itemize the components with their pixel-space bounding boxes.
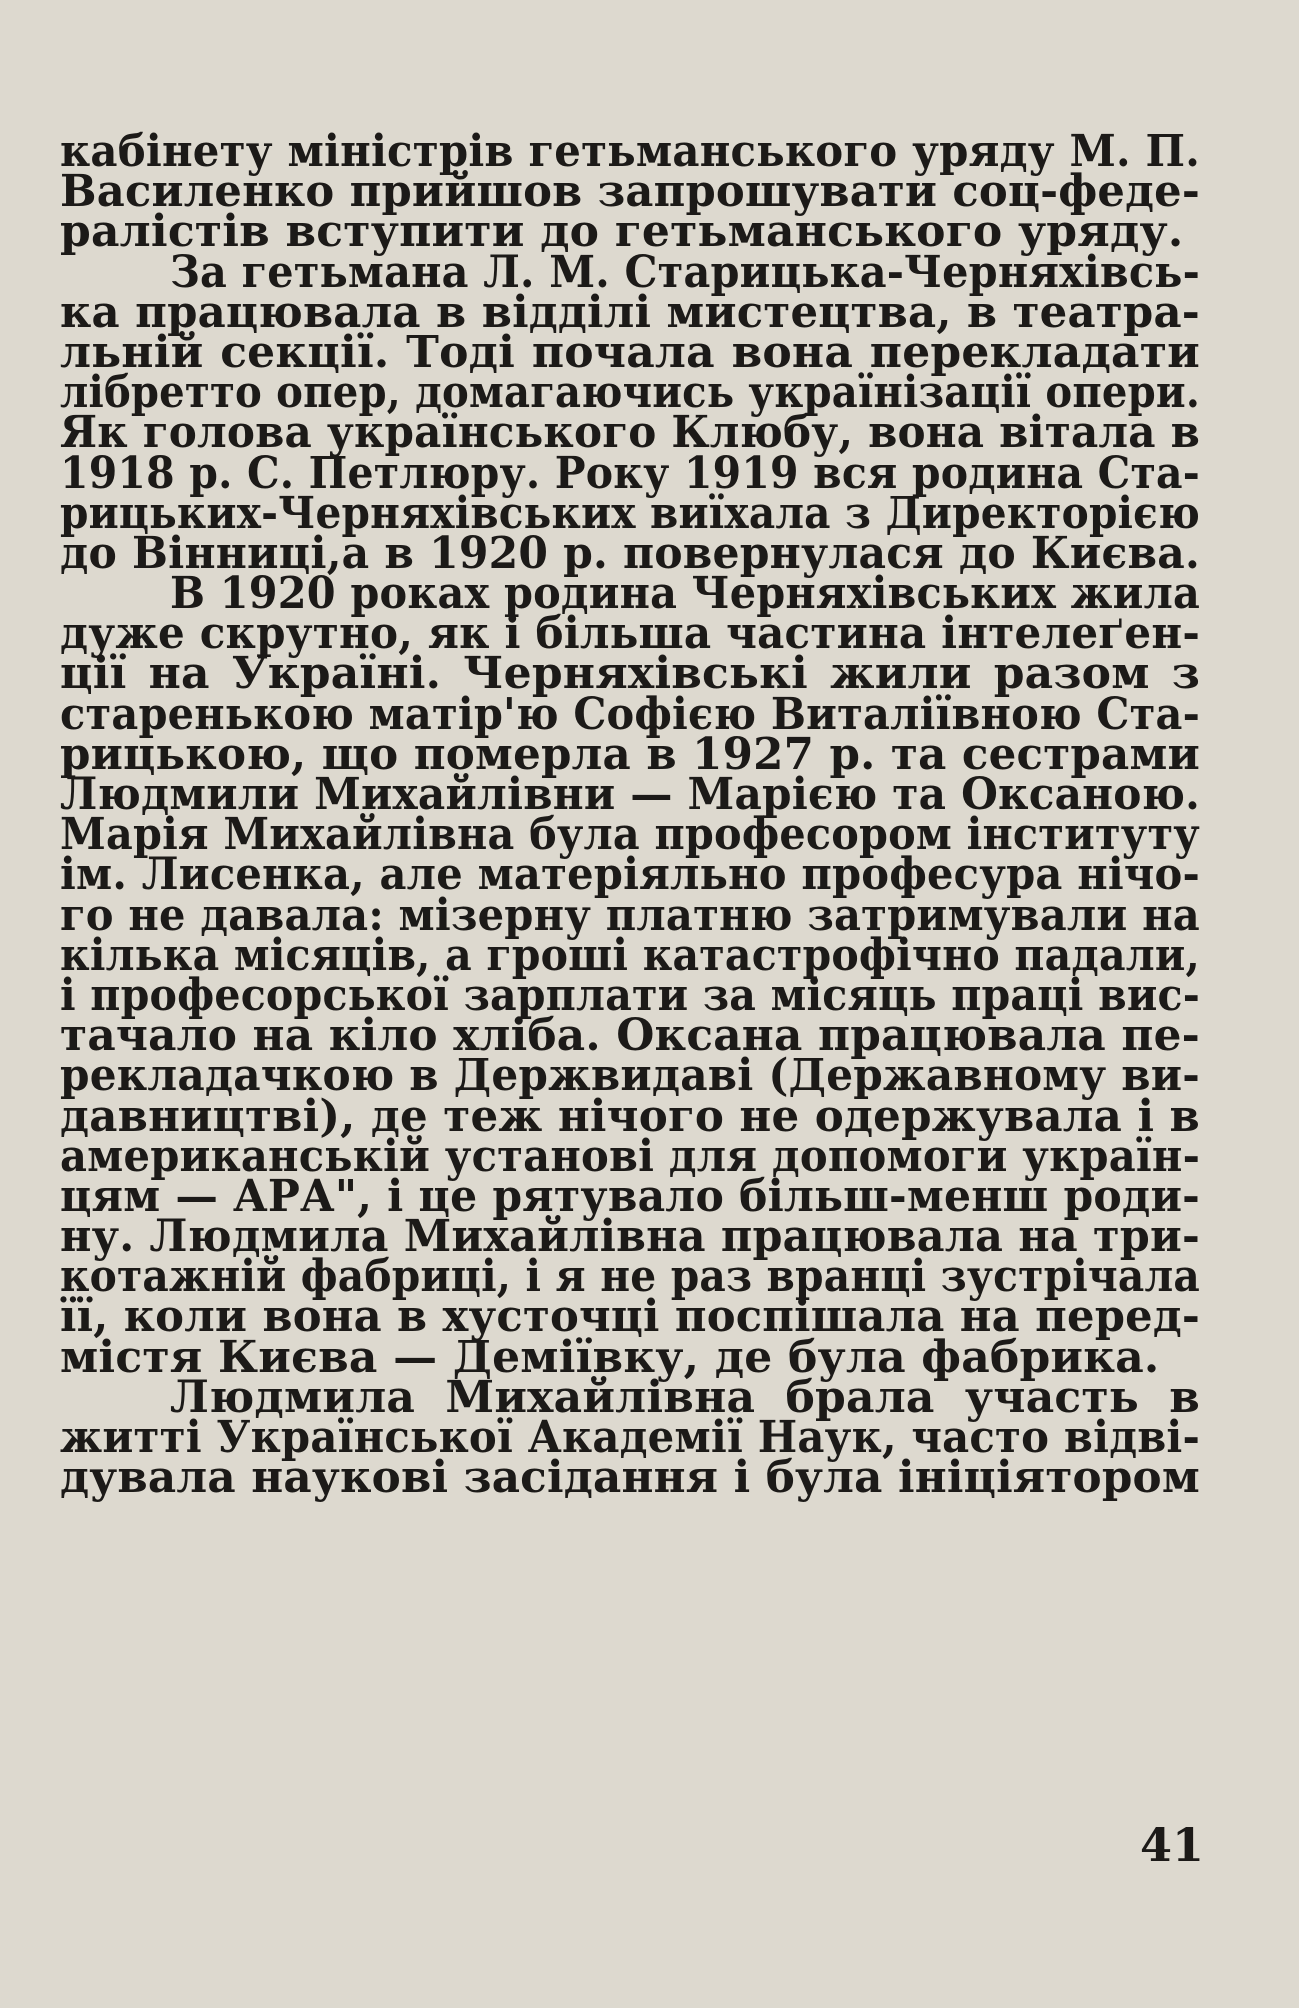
text-line: 1918 р. С. Петлюру. Року 1919 вся родина Ста- xyxy=(60,447,1200,499)
page-number: 41 xyxy=(1139,1818,1204,1872)
text-line: містя Києва — Деміївку, де була фабрика. xyxy=(60,1331,1160,1383)
text-line: рекладачкою в Держвидаві (Державному ви- xyxy=(60,1050,1200,1102)
text-line: старенькою матір'ю Софією Виталіївною Ста- xyxy=(60,688,1200,740)
text-line: кілька місяців, а гроші катастрофічно падали, xyxy=(60,929,1200,981)
text-line: Людмили Михайлівни — Марією та Оксаною. xyxy=(60,769,1201,820)
text-line: американській установі для допомоги україн- xyxy=(60,1130,1201,1182)
text-line: і професорської зарплати за місяць праці вис- xyxy=(60,969,1201,1021)
text-line: рицьких-Черняхівських виїхала з Директорією xyxy=(60,487,1200,539)
text-line: лібретто опер, домагаючись українізації опери. xyxy=(60,367,1201,419)
text-line: кабінету міністрів гетьманського уряду М. П. xyxy=(60,126,1201,177)
text-line: ралістів вступити до гетьманського уряду. xyxy=(60,206,1184,258)
text-line: Людмила Михайлівна брала участь в xyxy=(170,1371,1200,1423)
text-line: В 1920 роках родина Черняхівських жила xyxy=(170,568,1200,620)
text-line: житті Української Академії Наук, часто відві- xyxy=(60,1412,1201,1463)
text-line: Як голова українського Клюбу, вона вітала в xyxy=(60,407,1201,459)
text-line: ну. Людмила Михайлівна працювала на три- xyxy=(60,1211,1201,1263)
text-line: її, коли вона в хусточці поспішала на перед- xyxy=(60,1291,1201,1343)
text-line: тачало на кіло хліба. Оксана працювала пе- xyxy=(60,1010,1201,1062)
text-line: давництві), де теж нічого не одержувала і в xyxy=(60,1090,1200,1142)
text-line: котажній фабриці, і я не раз вранці зустрічала xyxy=(60,1251,1201,1303)
text-line: дувала наукові засідання і була ініціятором xyxy=(60,1452,1200,1504)
text-line: Марія Михайлівна була професором інституту xyxy=(60,809,1200,861)
text-line: до Вінниці,а в 1920 р. повернулася до Києва. xyxy=(60,527,1200,579)
text-line: ції на Україні. Черняхівські жили разом з xyxy=(60,648,1200,700)
text-line: ка працювала в відділі мистецтва, в театра- xyxy=(60,286,1200,338)
text-line: льній секції. Тоді почала вона перекладати xyxy=(60,326,1200,378)
page-body-text xyxy=(60,126,1201,1504)
text-line: цям — АРА", і це рятувало більш-менш роди- xyxy=(60,1170,1201,1222)
text-line: рицькою, що померла в 1927 р. та сестрами xyxy=(60,728,1201,780)
text-line: За гетьмана Л. М. Старицька-Черняхівсь- xyxy=(170,246,1200,298)
text-line: го не давала: мізерну платню затримували на xyxy=(60,889,1200,941)
text-line: Василенко прийшов запрошувати соц-феде- xyxy=(60,166,1201,218)
text-line: дуже скрутно, як і більша частина інтелеґен- xyxy=(60,608,1201,660)
text-line: ім. Лисенка, але матеріяльно професура нічо- xyxy=(60,849,1200,901)
